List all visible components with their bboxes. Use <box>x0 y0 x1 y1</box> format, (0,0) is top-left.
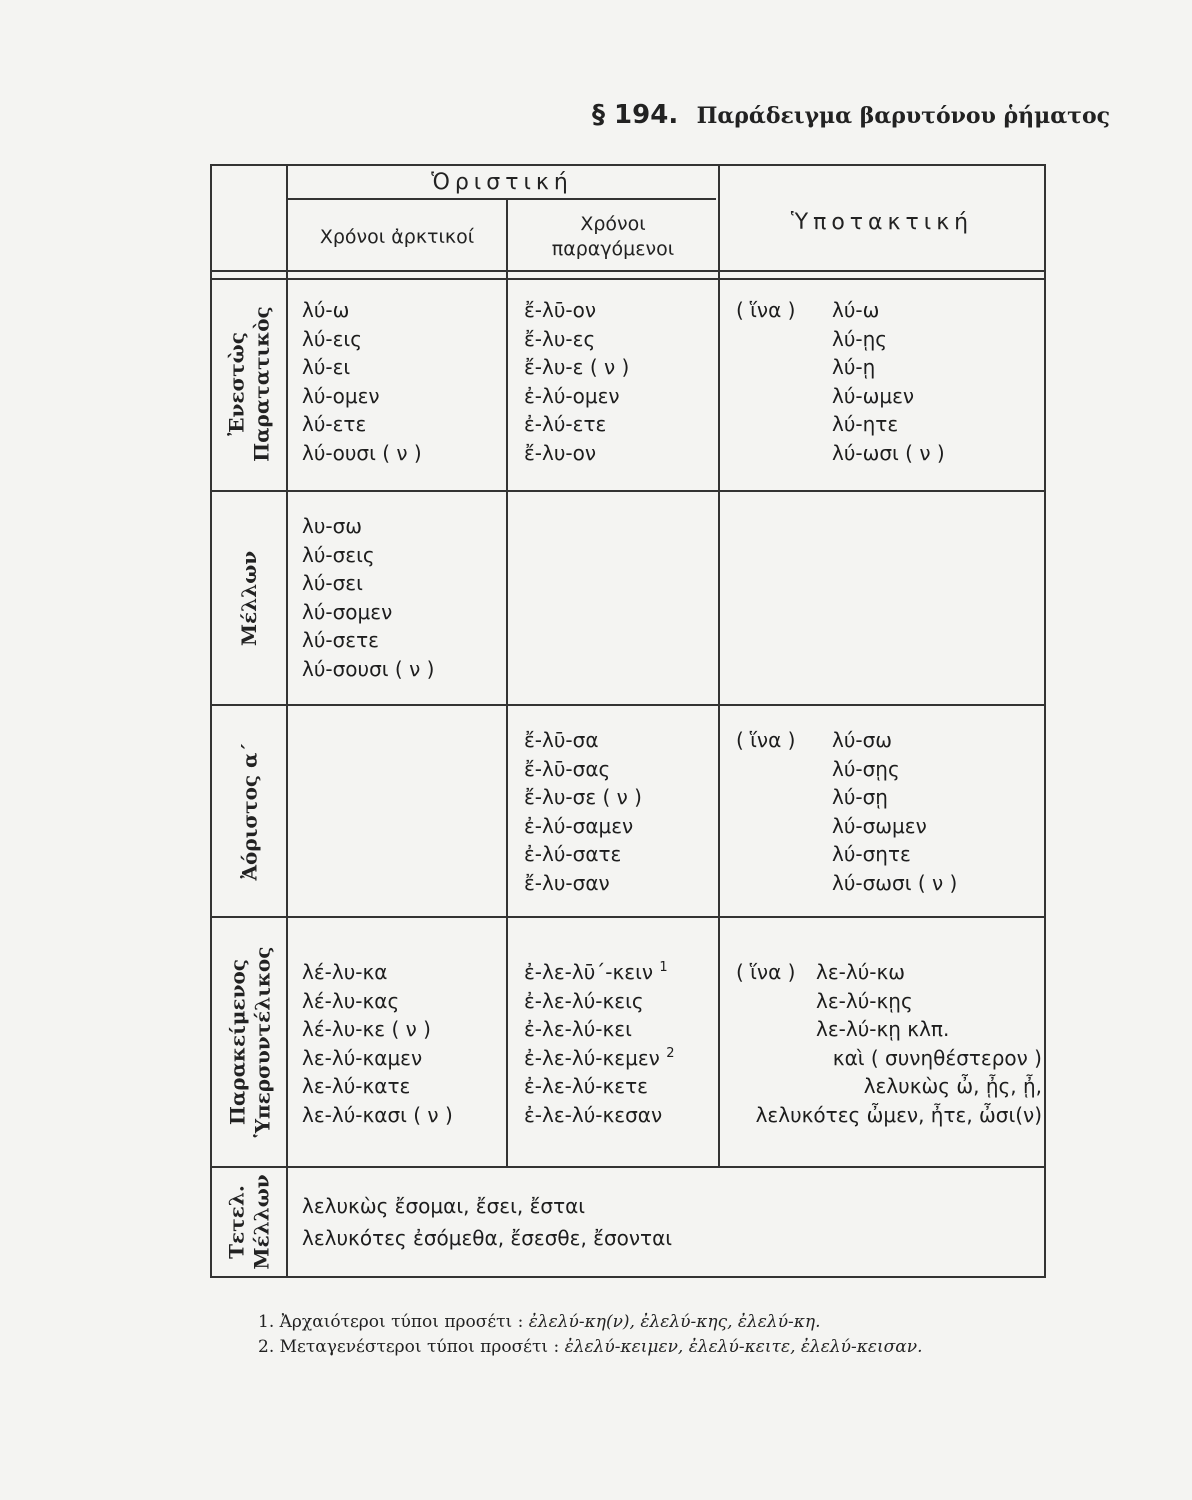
footnote-2 <box>258 1335 923 1360</box>
cell-aoristos-paragomenoi <box>524 726 642 897</box>
footnote-forms: ἐλελύ-κειμεν, ἐλελύ-κειτε, ἐλελύ-κεισαν. <box>564 1337 923 1357</box>
form: ἔ-λῡ-σα <box>524 728 599 752</box>
form: λύ-ω <box>832 298 880 322</box>
row-label-enestos-line-1: Ἐνεστὼς <box>225 332 249 436</box>
form: λύ-ετε <box>302 412 367 436</box>
form: λε-λύ-καμεν <box>302 1045 423 1070</box>
row-label-tetel-line-2: Μέλλων <box>250 1174 275 1270</box>
ina-prefix: ( ἵνα ) <box>736 960 796 984</box>
row-label-aoristos <box>220 706 280 916</box>
rule-row-2 <box>212 704 1044 706</box>
rule-col-arktikoi <box>506 200 508 1166</box>
header-paragomenoi <box>508 212 718 262</box>
form: καὶ ( συνηθέστερον ) <box>832 1045 1042 1070</box>
form: λύ-σῃς <box>832 756 900 781</box>
form: λέ-λυ-κα <box>302 960 388 984</box>
form: ἔ-λυ-ον <box>524 440 597 465</box>
row-label-tetel-line-1: Τετελ. <box>225 1185 250 1259</box>
form: λύ-ωμεν <box>832 383 915 408</box>
form: λε-λύ-κῃ κλπ. <box>816 1017 950 1041</box>
form: ἐ-λε-λύ-κεις <box>524 988 644 1013</box>
cell-parakeimenos-arktikoi <box>302 958 453 1129</box>
row-label-enestos-line-2: Παρατατικὸς <box>250 306 274 462</box>
cell-aoristos-ypotaktiki <box>832 726 957 897</box>
cell-tetelesmenos-mellon <box>302 1190 672 1254</box>
header-paragomenoi-line-2: παραγόμενοι <box>551 238 675 260</box>
header-paragomenoi-line-1: Χρόνοι <box>580 213 646 235</box>
ina-prefix: ( ἵνα ) <box>736 728 796 752</box>
cell-paratatikos-paragomenoi <box>524 296 629 467</box>
form: λύ-ει <box>302 355 351 379</box>
form: λύ-ομεν <box>302 383 380 408</box>
rule-col-paragomenoi <box>718 166 720 1166</box>
footnote-1 <box>258 1310 923 1335</box>
form: ἐ-λύ-ομεν <box>524 383 620 408</box>
form: λέ-λυ-κας <box>302 988 400 1013</box>
form: λύ-σωσι ( ν ) <box>832 870 958 895</box>
form: ἔ-λυ-ε ( ν ) <box>524 355 630 379</box>
form: λύ-σει <box>302 571 363 595</box>
rule-header-bottom-1 <box>212 270 1044 272</box>
row-label-mellon-text: Μέλλων <box>237 550 262 646</box>
header-oristiki: Ὁριστική <box>431 170 573 195</box>
rule-row-3 <box>212 916 1044 918</box>
form: λύ-σομεν <box>302 599 393 624</box>
form: ἔ-λυ-σαν <box>524 870 610 895</box>
form: λύ-εις <box>302 326 362 351</box>
rule-row-4 <box>212 1166 1044 1168</box>
form-with-footnote: ἐ-λε-λύ-κεμεν $^2$ <box>524 1045 675 1070</box>
form: λύ-ω <box>302 298 350 322</box>
form: λε-λύ-κατε <box>302 1074 411 1098</box>
footnote-number: 2. <box>258 1337 275 1357</box>
form: λε-λύ-κω <box>816 960 906 984</box>
section-number: § 194. <box>592 100 679 130</box>
form: λύ-σητε <box>832 842 911 866</box>
row-label-parakeimenos-line-1: Παρακείμενος <box>225 959 250 1126</box>
form: λέ-λυ-κε ( ν ) <box>302 1017 431 1041</box>
section-title: Παράδειγμα βαρυτόνου ῥήματος <box>696 103 1111 129</box>
footnote-text: Μεταγενέστεροι τύποι προσέτι : <box>279 1337 560 1357</box>
cell-ypersyntelikos-paragomenoi <box>524 958 674 1129</box>
form: λελυκὼς ὦ, ᾖς, ᾖ, <box>863 1074 1042 1098</box>
row-label-tetelesmenos-mellon <box>220 1168 280 1276</box>
form: ἔ-λυ-ες <box>524 326 596 351</box>
form: ἔ-λυ-σε ( ν ) <box>524 785 642 809</box>
form: ἐ-λύ-ετε <box>524 412 607 436</box>
form: λύ-σωμεν <box>832 813 927 838</box>
page-heading <box>592 100 1110 130</box>
cell-enestos-arktikoi <box>302 296 422 467</box>
form: λύ-σεις <box>302 542 375 567</box>
form: ἐ-λύ-σαμεν <box>524 813 634 838</box>
form: λυ-σω <box>302 514 363 538</box>
form: ἐ-λε-λύ-κετε <box>524 1074 648 1098</box>
form: ἐ-λε-λύ-κει <box>524 1017 632 1041</box>
form: ἔ-λῡ-ον <box>524 298 597 322</box>
form: λύ-σετε <box>302 628 379 652</box>
ina-prefix: ( ἵνα ) <box>736 298 796 322</box>
form: λύ-σω <box>832 728 893 752</box>
header-arktikoi: Χρόνοι ἀρκτικοί <box>319 226 475 248</box>
row-label-aoristos-text: Ἀόριστος α΄ <box>237 742 262 880</box>
form: λελυκότες ὦμεν, ἦτε, ὦσι(ν) <box>755 1102 1042 1127</box>
footnote-forms: ἐλελύ-κη(ν), ἐλελύ-κης, ἐλελύ-κη. <box>528 1312 821 1332</box>
row-label-parakeimenos <box>220 918 280 1166</box>
form: λύ-σῃ <box>832 785 888 809</box>
row-label-enestos <box>220 278 280 490</box>
footnote-text: Ἀρχαιότεροι τύποι προσέτι : <box>279 1312 524 1332</box>
row-label-parakeimenos-line-2: Ὑπερσυντέλικος <box>250 946 275 1138</box>
cell-parakeimenos-ypotaktiki-periphrastic <box>720 1044 1042 1130</box>
footnote-ref-2: 2 <box>666 1045 675 1061</box>
cell-mellon-arktikoi <box>302 512 434 683</box>
form: λύ-ωσι ( ν ) <box>832 440 945 465</box>
form: ἐ-λύ-σατε <box>524 842 622 866</box>
footnote-ref-1: 1 <box>659 960 668 975</box>
form: λύ-ουσι ( ν ) <box>302 440 422 465</box>
rule-col-label <box>286 166 288 1276</box>
form: λύ-ητε <box>832 412 899 436</box>
rule-row-1 <box>212 490 1044 492</box>
cell-enestos-ypotaktiki <box>832 296 945 467</box>
form: ἐ-λε-λύ-κεσαν <box>524 1102 663 1127</box>
row-label-mellon <box>220 492 280 704</box>
form: λε-λύ-κῃς <box>816 988 913 1013</box>
cell-parakeimenos-ypotaktiki <box>816 958 949 1044</box>
form: λύ-σουσι ( ν ) <box>302 656 435 681</box>
header-ypotaktiki: Ὑποτακτική <box>790 210 974 235</box>
form-with-footnote: ἐ-λε-λῡ΄-κειν $^1$ <box>524 960 668 984</box>
form: ἔ-λῡ-σας <box>524 756 611 781</box>
rule-header-bottom-2 <box>212 278 1044 280</box>
form: λε-λύ-κασι ( ν ) <box>302 1102 453 1127</box>
form: λελυκὼς ἔσομαι, ἔσει, ἔσται <box>302 1194 586 1218</box>
footnote-number: 1. <box>258 1312 275 1332</box>
form: λύ-ῃ <box>832 355 876 379</box>
footnotes <box>258 1310 923 1360</box>
form: λύ-ῃς <box>832 326 888 351</box>
rule-oristiki-underline <box>288 198 716 200</box>
form: λελυκότες ἐσόμεθα, ἔσεσθε, ἔσονται <box>302 1226 673 1250</box>
conjugation-table <box>210 164 1046 1278</box>
